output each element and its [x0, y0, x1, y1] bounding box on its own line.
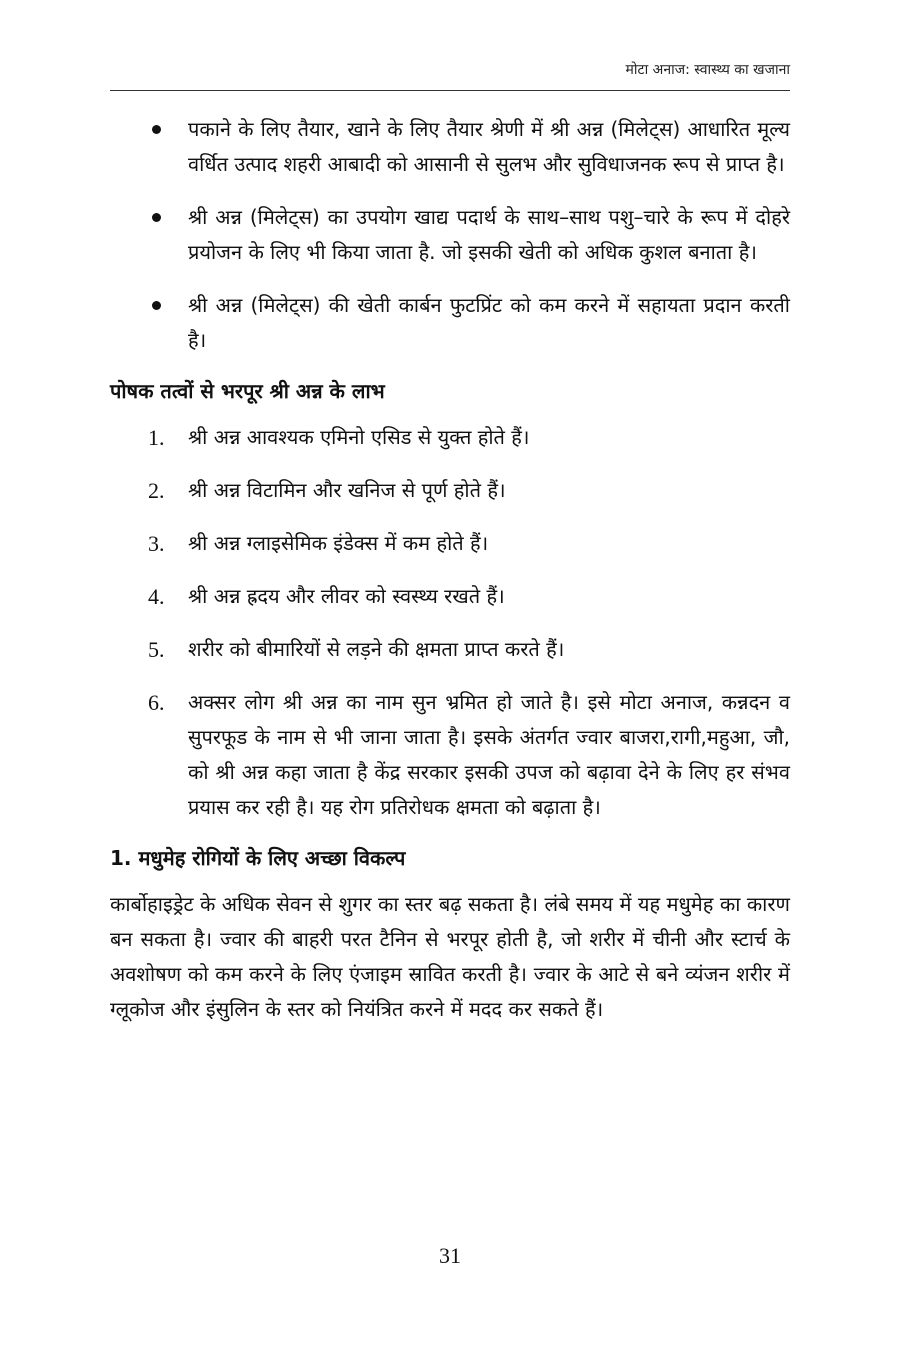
list-item	[110, 473, 790, 508]
section-heading-diabetes: 1. मधुमेह रोगियों के लिए अच्छा विकल्प	[110, 846, 406, 870]
benefits-list	[110, 420, 790, 825]
list-number: 3.	[148, 531, 165, 556]
bullet-icon	[152, 301, 161, 310]
list-number: 6.	[148, 690, 165, 715]
page-content	[110, 112, 790, 1027]
list-number: 1.	[148, 425, 165, 450]
bullet-item	[110, 112, 790, 182]
bullet-list	[110, 112, 790, 358]
bullet-item	[110, 200, 790, 270]
list-item-text: अक्सर लोग श्री अन्न का नाम सुन भ्रमित हो जाते है। इसे मोटा अनाज, कन्नदन व सुपरफूड के नाम से भी जाना जाता है। इसके अंतर्गत ज्वार बाजरा,रागी,महुआ, जौ, को श्री अन्न कहा जाता है केंद्र सरकार इसकी उपज को बढ़ावा देने के लिए हर संभव प्रयास कर रही है। यह रोग प्रतिरोधक क्षमता को बढ़ाता है।	[188, 690, 790, 819]
list-item-text: श्री अन्न ग्लाइसेमिक इंडेक्स में कम होते हैं।	[188, 531, 489, 555]
list-item-text: श्री अन्न विटामिन और खनिज से पूर्ण होते हैं।	[188, 478, 506, 502]
bullet-text: पकाने के लिए तैयार, खाने के लिए तैयार श्रेणी में श्री अन्न (मिलेट्स) आधारित मूल्य वर्धित उत्पाद शहरी आबादी को आसानी से सुलभ और सुविधाजनक रूप से प्राप्त है।	[188, 117, 790, 176]
list-number: 5.	[148, 637, 165, 662]
body-paragraph: कार्बोहाइड्रेट के अधिक सेवन से शुगर का स्तर बढ़ सकता है। लंबे समय में यह मधुमेह का कारण बन सकता है। ज्वार की बाहरी परत टैनिन से भरपूर होती है, जो शरीर में चीनी और स्टार्च के अवशोषण को कम करने के लिए एंजाइम स्रावित करती है। ज्वार के आटे से बने व्यंजन शरीर में ग्लूकोज और इंसुलिन के स्तर को नियंत्रित करने में मदद कर सकते हैं।	[110, 892, 790, 1021]
list-item	[110, 685, 790, 825]
bullet-text: श्री अन्न (मिलेट्स) की खेती कार्बन फुटप्रिंट को कम करने में सहायता प्रदान करती है।	[188, 293, 790, 352]
bullet-icon	[152, 125, 161, 134]
list-item-text: शरीर को बीमारियों से लड़ने की क्षमता प्राप्त करते हैं।	[188, 637, 565, 661]
page-number: 31	[439, 1243, 461, 1268]
running-header: मोटा अनाज: स्वास्थ्य का खजाना	[625, 62, 790, 78]
list-item-text: श्री अन्न आवश्यक एमिनो एसिड से युक्त होते हैं।	[188, 425, 530, 449]
bullet-text: श्री अन्न (मिलेट्स) का उपयोग खाद्य पदार्थ के साथ–साथ पशु–चारे के रूप में दोहरे प्रयोजन के लिए भी किया जाता है. जो इसकी खेती को अधिक कुशल बनाता है।	[188, 205, 790, 264]
list-item	[110, 579, 790, 614]
header-divider	[110, 90, 790, 91]
list-number: 4.	[148, 584, 165, 609]
bullet-icon	[152, 213, 161, 222]
list-item-text: श्री अन्न ह्रदय और लीवर को स्वस्थ्य रखते हैं।	[188, 584, 505, 608]
list-item	[110, 526, 790, 561]
list-item	[110, 632, 790, 667]
bullet-item	[110, 288, 790, 358]
list-number: 2.	[148, 478, 165, 503]
list-item	[110, 420, 790, 455]
section-heading-benefits: पोषक तत्वों से भरपूर श्री अन्न के लाभ	[110, 379, 385, 403]
